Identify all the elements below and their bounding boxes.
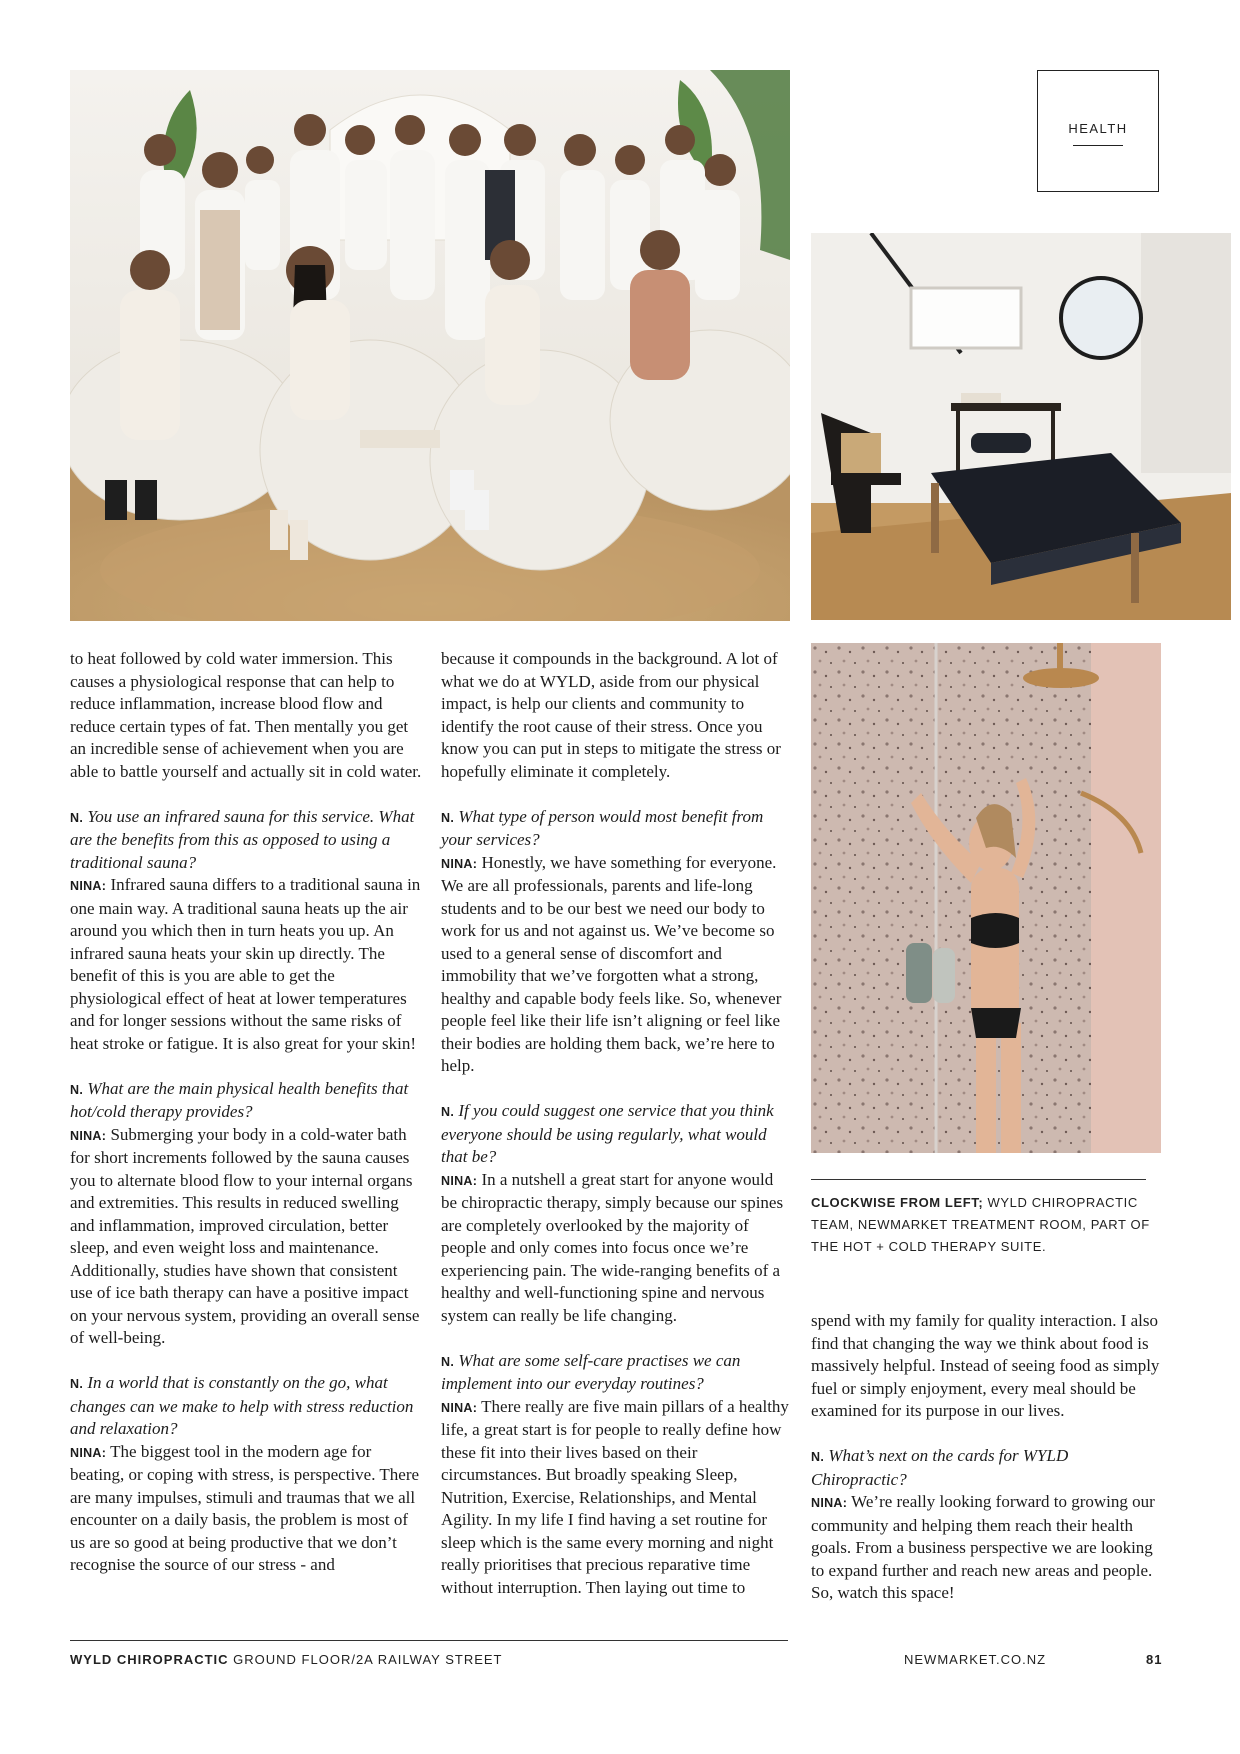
question bbox=[441, 807, 763, 850]
question-label: N. bbox=[70, 1377, 84, 1391]
footer-brand: WYLD CHIROPRACTIC bbox=[70, 1652, 229, 1667]
answer-label: NINA: bbox=[441, 856, 478, 871]
footer-website[interactable]: NEWMARKET.CO.NZ bbox=[904, 1652, 1047, 1667]
answer-label: NINA: bbox=[70, 1128, 107, 1143]
answer-label: NINA: bbox=[441, 1173, 478, 1188]
question bbox=[441, 1101, 774, 1166]
article-column-3 bbox=[811, 1310, 1161, 1627]
answer-text: The biggest tool in the modern age for beating, or coping with stress, is perspective. There are many impulses, stimuli and traumas that we all encounter on a daily basis, the problem is most of us are so good at being productive that we don’t recognise the source of our stress - and bbox=[70, 1441, 420, 1574]
answer-label: NINA: bbox=[811, 1496, 848, 1510]
question bbox=[70, 807, 414, 872]
footer-business bbox=[70, 1652, 503, 1667]
answer-text: Honestly, we have something for everyone. We are all professionals, parents and life-long students and to be our best we need our body to work for us and not against us. We’ve become so used to a general sense of discomfort and immobility that we’ve forgotten what a strong, healthy and capable body feels like. So, whenever people feel like their life isn’t aligning or feel like their bodies are holding them back, we’re here to help. bbox=[441, 852, 782, 1075]
treatment-room-illustration bbox=[811, 233, 1231, 620]
shower-suite-illustration bbox=[811, 643, 1161, 1153]
paragraph: because it compounds in the background. A lot of what we do at WYLD, aside from our physical impact, is help our clients and community to identify the root cause of their stress. Once you know you can put in steps to mitigate the stress or hopefully eliminate it completely. bbox=[441, 649, 781, 781]
section-tag-label: HEALTH bbox=[1068, 121, 1128, 136]
question-text: What are the main physical health benefits that hot/cold therapy provides? bbox=[70, 1078, 409, 1121]
footer-divider bbox=[70, 1640, 788, 1641]
question-text: What are some self-care practises we can implement into our everyday routines? bbox=[441, 1350, 741, 1393]
answer-text: We’re really looking forward to growing our community and helping them reach their health goals. From a business perspective we are looking to expand further and reach new areas and people. So, watch this space! bbox=[811, 1492, 1155, 1602]
answer-text: Submerging your body in a cold-water bath for short increments followed by the sauna causes you to alternate blood flow to your internal organs and extremities. This results in reduced swelling and inflammation, improved circulation, better sleep, and even weight loss and maintenance. Additionally, studies have shown that consistent use of ice bath therapy can have a positive impact on your nervous system, providing an overall sense of well-being. bbox=[70, 1124, 420, 1347]
question-text: What’s next on the cards for WYLD Chiropractic? bbox=[811, 1446, 1069, 1489]
paragraph: to heat followed by cold water immersion. This causes a physiological response that can help to reduce inflammation, increase blood flow and reduce certain types of fat. Then mentally you get an incredible sense of achievement when you are able to battle yourself and actually sit in cold water. bbox=[70, 649, 422, 781]
footer-address: GROUND FLOOR/2A RAILWAY STREET bbox=[228, 1652, 503, 1667]
shower-suite-photo bbox=[811, 643, 1161, 1153]
question bbox=[811, 1446, 1068, 1489]
question-label: N. bbox=[441, 1105, 455, 1119]
team-photo-illustration bbox=[70, 70, 790, 621]
section-tag-underline bbox=[1073, 145, 1123, 146]
question bbox=[70, 1373, 413, 1438]
question-label: N. bbox=[811, 1450, 825, 1464]
article-column-1 bbox=[70, 648, 422, 1599]
answer-label: NINA: bbox=[70, 879, 107, 893]
page-number: 81 bbox=[1146, 1652, 1163, 1667]
paragraph: spend with my family for quality interaction. I also find that changing the way we think about food is massively helpful. Instead of seeing food as simply fuel or simply enjoyment, every meal should be examined for its purpose in our lives. bbox=[811, 1311, 1160, 1420]
question-label: N. bbox=[70, 1082, 84, 1097]
answer-text: Infrared sauna differs to a traditional sauna in one main way. A traditional sauna heats up the air around you which then in turn heats you up. An infrared sauna heats your skin up directly. The benefit of this is you are able to get the physiological effect of heat at lower temperatures and for longer sessions without the same risks of heat stroke or fatigue. It is also great for your skin! bbox=[70, 875, 421, 1053]
team-photo bbox=[70, 70, 790, 621]
photo-caption bbox=[811, 1192, 1161, 1258]
caption-text: WYLD CHIROPRACTIC TEAM, NEWMARKET TREATMENT ROOM, PART OF THE HOT + COLD THERAPY SUITE. bbox=[811, 1195, 1150, 1254]
caption-lead: CLOCKWISE FROM LEFT; bbox=[811, 1195, 984, 1210]
question-text: What type of person would most benefit from your services? bbox=[441, 806, 764, 849]
answer-label: NINA: bbox=[441, 1400, 478, 1415]
answer-label: NINA: bbox=[70, 1445, 107, 1460]
question-label: N. bbox=[441, 1354, 455, 1369]
article-column-2 bbox=[441, 648, 793, 1622]
answer-text: There really are five main pillars of a healthy life, a great start is for people to really define how these fit into their lives based on their circumstances. But broadly speaking Sleep, Nutrition, Exercise, Relationships, and Mental Agility. In my life I find having a set routine for sleep which is the same every morning and night really prioritises that precious reparative time without interruption. Then laying out time to bbox=[441, 1396, 789, 1597]
question-text: In a world that is constantly on the go, what changes can we make to help with stress reduction and relaxation? bbox=[70, 1373, 414, 1438]
answer-text: In a nutshell a great start for anyone would be chiropractic therapy, simply because our spines are completely overlooked by the majority of people and only comes into focus once we’re experiencing pain. The wide-ranging benefits of a healthy and well-functioning spine and nervous system can really be life changing. bbox=[441, 1169, 784, 1325]
treatment-room-photo bbox=[811, 233, 1231, 620]
section-tag-box bbox=[1037, 70, 1159, 192]
question-label: N. bbox=[70, 810, 84, 825]
question-text: You use an infrared sauna for this service. What are the benefits from this as opposed to using a traditional sauna? bbox=[70, 806, 415, 872]
question-text: If you could suggest one service that you think everyone should be using regularly, what would that be? bbox=[441, 1101, 774, 1166]
question bbox=[441, 1351, 740, 1394]
caption-divider bbox=[811, 1179, 1146, 1180]
question-label: N. bbox=[441, 810, 455, 825]
question bbox=[70, 1079, 408, 1122]
